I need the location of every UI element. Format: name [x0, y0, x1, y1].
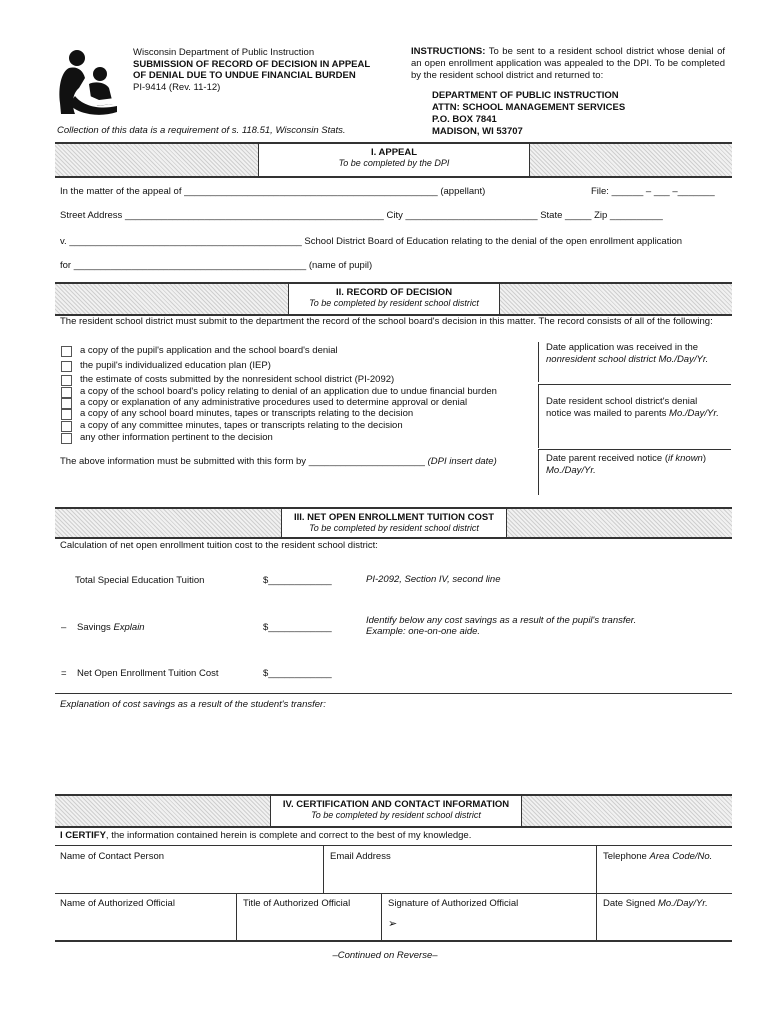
contact-person-field[interactable]: Name of Contact Person — [60, 851, 165, 862]
net-cost-field[interactable]: $____________ — [263, 668, 332, 679]
record-item: a copy or explanation of any administrative procedures used to determine approval or denial — [80, 397, 468, 408]
total-sped-tuition-label: Total Special Education Tuition — [75, 575, 205, 586]
date-received-label-2: nonresident school district Mo./Day/Yr. — [546, 354, 709, 365]
section3-header — [281, 509, 507, 537]
telephone-field[interactable] — [603, 851, 728, 891]
certify-bold: I CERTIFY — [60, 830, 106, 841]
bottom-rule — [55, 940, 732, 942]
date-parent-paren: ) — [702, 453, 707, 464]
checkbox-icon[interactable] — [61, 387, 72, 398]
telephone-format: Area Code/No. — [649, 851, 713, 862]
date-signed-format: Mo./Day/Yr. — [657, 898, 708, 909]
section3-title: III. NET OPEN ENROLLMENT TUITION COST — [293, 512, 495, 523]
form-title-line1: SUBMISSION OF RECORD OF DECISION IN APPEAL — [133, 58, 371, 70]
divider — [55, 693, 732, 694]
divider — [323, 845, 324, 893]
telephone-label: Telephone — [603, 851, 650, 862]
date-denial-label-2 — [546, 408, 739, 420]
record-item: a copy of any school board minutes, tapes or transcripts relating to the decision — [80, 408, 414, 419]
checkbox-icon[interactable] — [61, 375, 72, 386]
savings-note-line2: Example: one-on-one aide. — [366, 626, 481, 637]
email-field[interactable]: Email Address — [330, 851, 391, 862]
section1-subtitle: To be completed by the DPI — [338, 158, 450, 168]
savings-label — [77, 622, 145, 633]
total-sped-tuition-field[interactable]: $____________ — [263, 575, 332, 586]
submit-deadline-text: The above information must be submitted with this form by ______________________ — [60, 456, 425, 467]
agency-name: Wisconsin Department of Public Instruction — [133, 47, 315, 58]
date-denial-mailed-box[interactable] — [538, 384, 739, 448]
authorized-official-field[interactable]: Name of Authorized Official — [60, 898, 175, 909]
record-item: a copy of the pupil's application and the school board's denial — [80, 345, 338, 356]
divider — [381, 893, 382, 941]
date-received-label: Date application was received in the — [546, 342, 699, 353]
section3-subtitle: To be completed by resident school district — [309, 523, 479, 533]
mother-child-logo-icon — [55, 48, 121, 118]
address-line: P.O. BOX 7841 — [432, 114, 497, 125]
divider — [55, 845, 732, 846]
section4-title: IV. CERTIFICATION AND CONTACT INFORMATION — [282, 799, 510, 810]
date-parent-text: Date parent received notice ( — [546, 453, 668, 464]
divider — [596, 893, 597, 941]
date-denial-text: notice was mailed to parents — [546, 408, 670, 419]
divider — [236, 893, 237, 941]
address-line: ATTN: SCHOOL MANAGEMENT SERVICES — [432, 102, 626, 113]
checkbox-icon[interactable] — [61, 346, 72, 357]
total-sped-tuition-note: PI-2092, Section IV, second line — [366, 574, 501, 585]
date-denial-format: Mo./Day/Yr. — [669, 408, 719, 419]
collection-note: Collection of this data is a requirement of s. 118.51, Wisconsin Stats. — [57, 125, 346, 136]
net-prefix: = — [61, 668, 67, 679]
checkbox-icon[interactable] — [61, 398, 72, 409]
submit-deadline-note: (DPI insert date) — [424, 456, 497, 467]
date-parent-label — [546, 453, 739, 465]
record-item: any other information pertinent to the decision — [80, 432, 273, 443]
street-address-field[interactable]: Street Address _________________________________________________ City _________________________ State _____ Zip __________ — [60, 210, 663, 221]
section1-header — [258, 144, 530, 176]
address-line: DEPARTMENT OF PUBLIC INSTRUCTION — [432, 90, 619, 101]
pupil-name-field[interactable]: for ____________________________________________ (name of pupil) — [60, 260, 373, 271]
savings-prefix: – — [61, 622, 67, 633]
form-number: PI-9414 (Rev. 11-12) — [133, 81, 221, 93]
school-district-field[interactable]: v. ____________________________________________ School District Board of Education relating to the denial of the open enrollment application — [60, 236, 683, 247]
checkbox-icon[interactable] — [61, 409, 72, 420]
file-number-field[interactable]: File: ______ – ___ –_______ — [591, 186, 715, 197]
savings-note-line1: Identify below any cost savings as a result of the pupil's transfer. — [366, 615, 637, 626]
cost-savings-explanation[interactable]: Explanation of cost savings as a result of the student's transfer: — [60, 699, 326, 710]
address-line: MADISON, WI 53707 — [432, 126, 523, 137]
divider — [55, 893, 732, 894]
appeal-matter-field[interactable]: In the matter of the appeal of ________________________________________________ (appellant) — [60, 186, 486, 197]
date-received-box[interactable] — [538, 342, 739, 382]
calc-intro: Calculation of net open enrollment tuition cost to the resident school district: — [60, 540, 378, 551]
date-signed-label: Date Signed — [603, 898, 658, 909]
net-cost-label: Net Open Enrollment Tuition Cost — [77, 668, 219, 679]
record-item: a copy of the school board's policy relating to denial of an application due to undue financial burden — [80, 386, 497, 397]
submit-deadline — [60, 456, 497, 467]
record-item: the pupil's individualized education plan (IEP) — [80, 360, 271, 371]
savings-text: Savings — [77, 622, 114, 633]
signature-label: Signature of Authorized Official — [388, 898, 519, 909]
checkbox-icon[interactable] — [61, 433, 72, 444]
date-parent-format: Mo./Day/Yr. — [546, 465, 596, 476]
savings-explain: Explain — [113, 622, 145, 633]
official-title-field[interactable]: Title of Authorized Official — [243, 898, 351, 909]
section2-header — [288, 284, 500, 314]
savings-field[interactable]: $____________ — [263, 622, 332, 633]
signature-arrow-icon: ➢ — [388, 918, 398, 930]
section4-header — [270, 796, 522, 826]
checkbox-icon[interactable] — [61, 421, 72, 432]
date-denial-label: Date resident school district's denial — [546, 396, 698, 407]
savings-note — [366, 615, 636, 637]
instructions — [411, 46, 725, 82]
date-signed-field[interactable] — [603, 898, 728, 938]
divider — [596, 845, 597, 893]
section2-subtitle: To be completed by resident school district — [309, 298, 479, 308]
section1-title: I. APPEAL — [370, 147, 418, 158]
signature-field[interactable] — [388, 898, 592, 938]
section2-title: II. RECORD OF DECISION — [335, 287, 453, 298]
instructions-text: To be sent to a resident school district whose denial of an open enrollment application was appealed to the DPI. To be completed by the resident school district and returned to: — [411, 46, 725, 81]
form-title-line2: OF DENIAL DUE TO UNDUE FINANCIAL BURDEN — [133, 70, 356, 81]
return-address — [432, 90, 625, 138]
continued-footer: –Continued on Reverse– — [332, 950, 438, 961]
record-item: the estimate of costs submitted by the nonresident school district (PI-2092) — [80, 374, 395, 385]
certify-text: , the information contained herein is complete and correct to the best of my knowledge. — [105, 830, 472, 841]
section4-subtitle: To be completed by resident school district — [311, 810, 481, 820]
record-intro: The resident school district must submit to the department the record of the school board's decision in this matter. The record consists of all of the following: — [60, 316, 713, 327]
checkbox-icon[interactable] — [61, 361, 72, 372]
record-item: a copy of any committee minutes, tapes or transcripts relating to the decision — [80, 420, 403, 431]
certify-statement — [60, 830, 471, 841]
instructions-label: INSTRUCTIONS: — [411, 46, 486, 57]
date-parent-notice-box[interactable] — [538, 449, 739, 495]
date-parent-known: if known — [667, 453, 703, 464]
